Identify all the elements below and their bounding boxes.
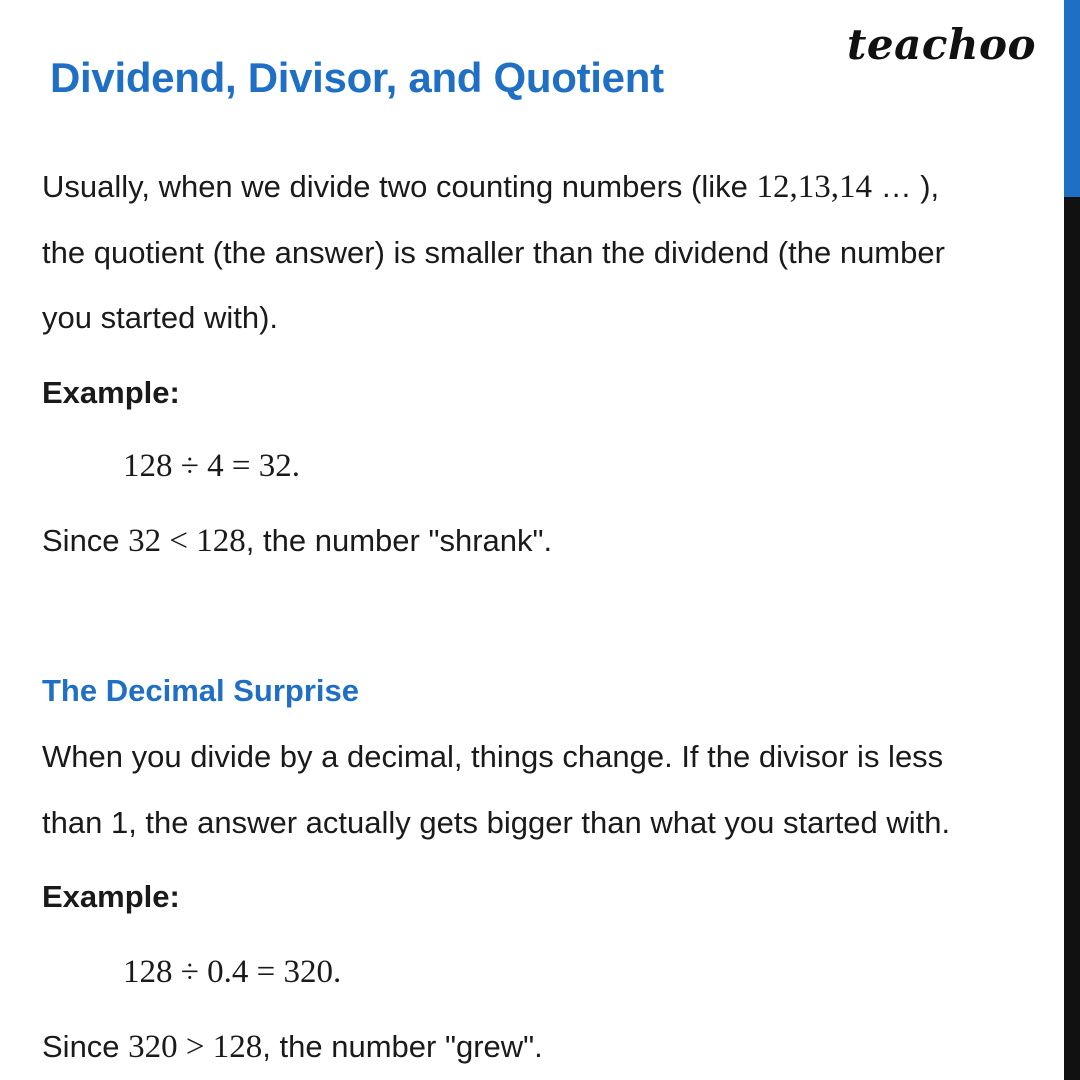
conclusion-2-suffix: , the number "grew". — [262, 1029, 543, 1064]
teachoo-logo: teachoo — [847, 20, 1036, 69]
right-edge-bar — [1064, 0, 1080, 1080]
decimal-surprise-heading: The Decimal Surprise — [42, 673, 360, 708]
conclusion-1-suffix: , the number "shrank". — [245, 523, 553, 558]
conclusion-2-prefix: Since — [42, 1029, 129, 1064]
intro-line-2: the quotient (the answer) is smaller than the dividend (the number — [42, 235, 945, 270]
conclusion-1-prefix: Since — [42, 523, 129, 558]
example-equation-1: 128 ÷ 4 = 32. — [123, 448, 300, 484]
example-equation-2: 128 ÷ 0.4 = 320. — [123, 954, 342, 990]
conclusion-2 — [42, 1027, 543, 1067]
conclusion-2-math: 320 > 128 — [128, 1029, 263, 1065]
intro-line-1 — [42, 167, 939, 207]
decimal-line-1: When you divide by a decimal, things change. If the divisor is less — [42, 739, 944, 774]
example-label-2: Example: — [42, 879, 180, 914]
intro-line-1-prefix: Usually, when we divide two counting numbers (like — [42, 169, 757, 204]
right-edge-accent — [1064, 0, 1080, 197]
page-title: Dividend, Divisor, and Quotient — [50, 54, 664, 101]
conclusion-1 — [42, 521, 552, 561]
intro-line-1-suffix: … ), — [871, 169, 940, 204]
example-label-1: Example: — [42, 375, 180, 410]
intro-line-3: you started with). — [42, 300, 279, 335]
decimal-line-2: than 1, the answer actually gets bigger than what you started with. — [42, 805, 951, 840]
conclusion-1-math: 32 < 128 — [128, 523, 246, 559]
counting-numbers-math: 12,13,14 — [756, 169, 872, 205]
